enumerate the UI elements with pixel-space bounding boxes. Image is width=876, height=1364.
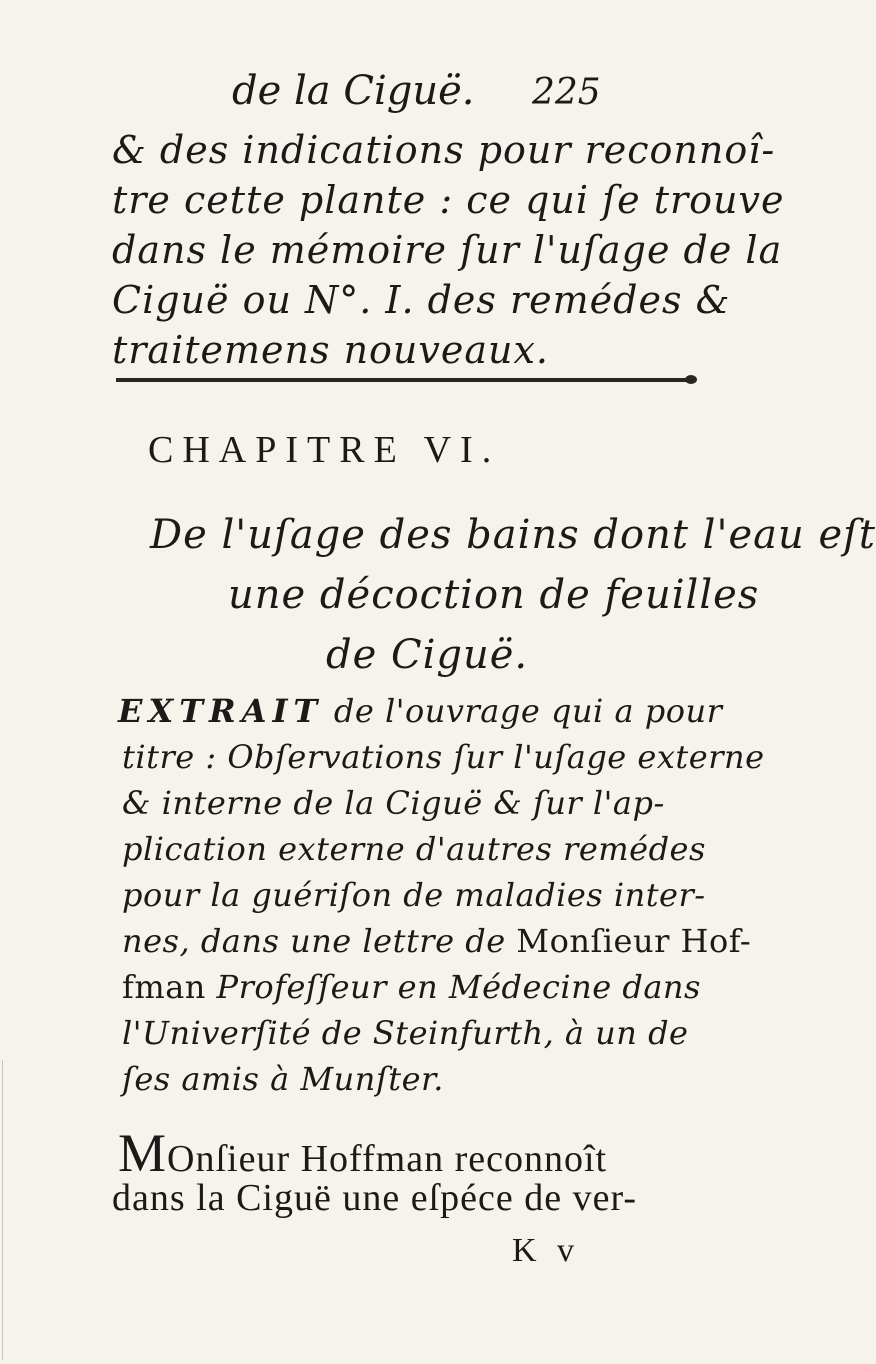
extract-line1-rest: de l'ouvrage qui a pour [323, 692, 723, 730]
intro-line: tre cette plante : ce qui ſe trouve [112, 178, 785, 222]
extract-line6-a: nes, dans une lettre de [122, 922, 517, 960]
body-line: dans la Ciguë une eſpéce de ver- [112, 1177, 638, 1219]
intro-line: Ciguë ou N°. I. des remédes & [112, 278, 731, 322]
subtitle-line: une décoction de feuilles [228, 572, 760, 618]
section-divider [116, 378, 691, 382]
running-title: de la Ciguë. [232, 68, 475, 114]
extract-line6-b: Monſieur Hof- [516, 922, 752, 960]
extract-line: & interne de la Ciguë & ſur l'ap- [122, 784, 665, 822]
extract-line: titre : Obſervations ſur l'uſage externe [122, 738, 765, 776]
body-line1-rest: Onſieur Hoffman reconnoît [167, 1138, 608, 1180]
extract-line: ſes amis à Munſter. [122, 1060, 444, 1098]
extract-first-word: EXTRAIT [118, 692, 324, 730]
page-number: 225 [532, 72, 601, 113]
intro-line: traitemens nouveaux. [112, 328, 549, 372]
subtitle-line: de Ciguë. [326, 632, 529, 678]
body-line [118, 1122, 607, 1184]
intro-line: dans le mémoire ſur l'uſage de la [112, 228, 783, 272]
chapter-heading: CHAPITRE VI. [148, 429, 501, 471]
extract-line7-b: Profeſſeur en Médecine dans [216, 968, 701, 1006]
page-edge-line [2, 1060, 3, 1360]
extract-line [122, 922, 751, 960]
extract-line [118, 692, 722, 730]
extract-line [122, 968, 701, 1006]
extract-line: pour la guériſon de maladies inter- [122, 876, 706, 914]
extract-line7-a: fman [122, 968, 217, 1006]
extract-line: plication externe d'autres remédes [122, 830, 706, 868]
extract-line: l'Univerſité de Steinfurth, à un de [122, 1014, 689, 1052]
subtitle-line: De l'uſage des bains dont l'eau eſt [150, 512, 876, 558]
signature-mark: K v [512, 1232, 581, 1269]
drop-cap: M [118, 1123, 168, 1183]
intro-line: & des indications pour reconnoî- [112, 128, 776, 172]
